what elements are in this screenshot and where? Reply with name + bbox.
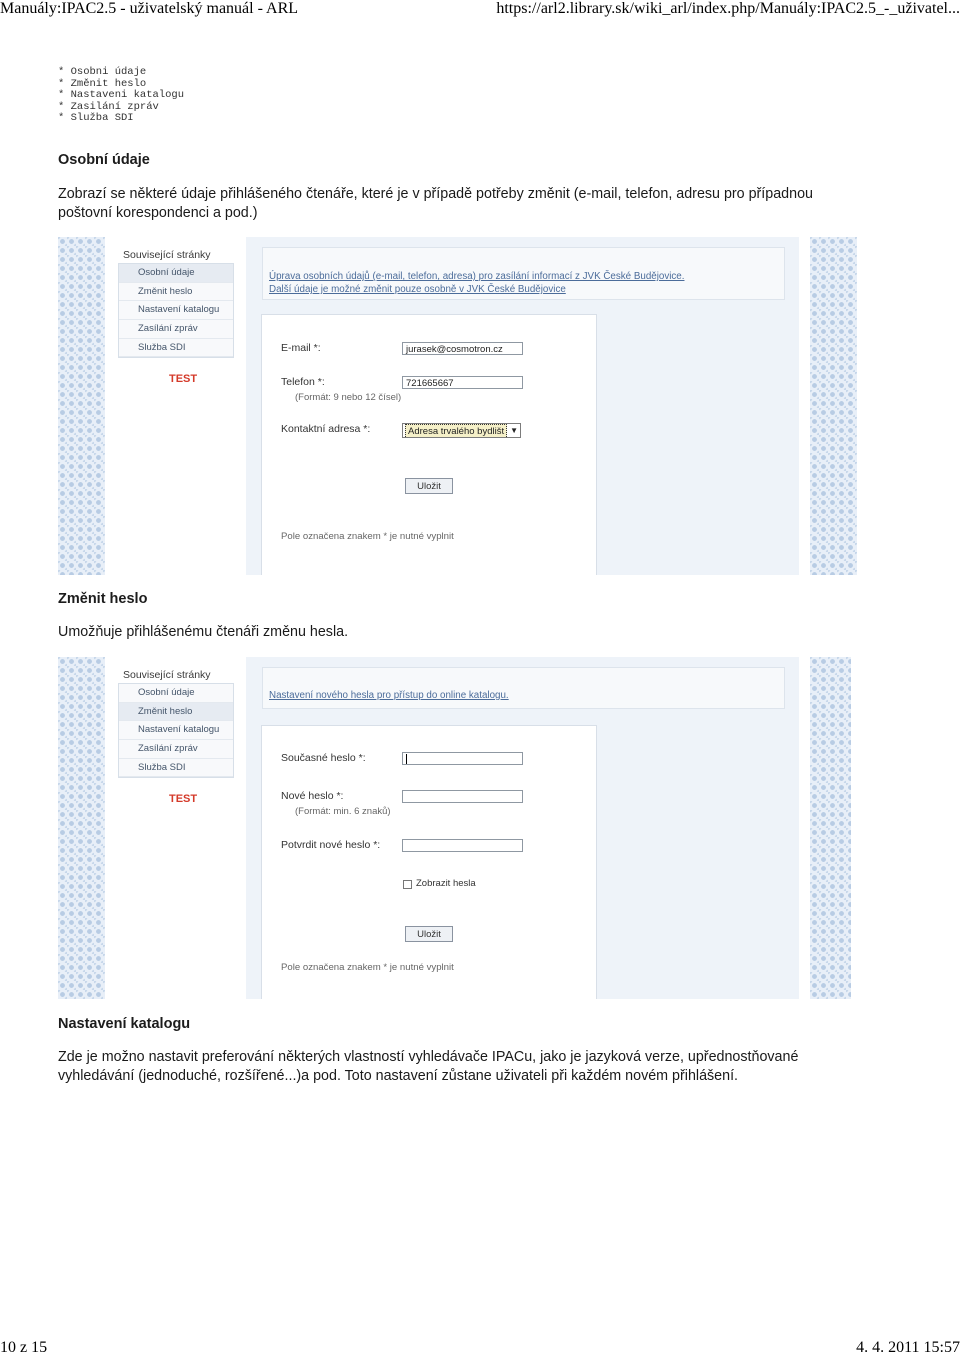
sidebar-title: Související stránky xyxy=(123,249,211,261)
sidebar-item-zpravy[interactable]: Zasílání zpráv xyxy=(119,740,233,759)
print-header-url: https://arl2.library.sk/wiki_arl/index.php/Manuály:IPAC2.5_-_uživatel... xyxy=(496,0,960,17)
save-button[interactable]: Uložit xyxy=(405,478,453,494)
content-area xyxy=(246,657,799,999)
sidebar-item-osobni[interactable]: Osobní údaje xyxy=(119,684,233,703)
password-form xyxy=(261,725,597,999)
sidebar-nav xyxy=(118,263,234,358)
required-note: Pole označena znakem * je nutné vyplnit xyxy=(281,962,454,973)
text-cursor xyxy=(406,754,407,764)
current-password-label: Současné heslo *: xyxy=(281,752,366,764)
address-select[interactable] xyxy=(402,423,521,438)
section-text-heslo: Umožňuje přihlášenému čtenáři změnu hesla. xyxy=(58,624,349,640)
table-of-contents xyxy=(58,67,184,125)
section-text-katalog-2: vyhledávání (jednoduché, rozšířené...)a pod. Toto nastavení zůstane uživateli při každém novém přihlášení. xyxy=(58,1068,739,1084)
screenshot-personal-data xyxy=(58,237,857,575)
required-note: Pole označena znakem * je nutné vyplnit xyxy=(281,531,454,542)
address-label: Kontaktní adresa *: xyxy=(281,423,371,435)
decorative-pattern-right xyxy=(810,237,857,575)
toc-item[interactable]: * Osobni údaje xyxy=(58,66,147,78)
section-title-osobni: Osobní údaje xyxy=(58,152,150,168)
decorative-pattern-left xyxy=(58,657,105,999)
test-label: TEST xyxy=(169,373,198,385)
current-password-field[interactable] xyxy=(402,752,523,765)
info-box xyxy=(262,667,785,709)
sidebar-title: Související stránky xyxy=(123,669,211,681)
phone-format-hint: (Formát: 9 nebo 12 čísel) xyxy=(295,392,402,403)
sidebar-item-osobni[interactable]: Osobní údaje xyxy=(119,264,233,283)
new-password-field[interactable] xyxy=(402,790,523,803)
address-select-value: Adresa trvalého bydlišt xyxy=(405,424,507,438)
sidebar-item-katalog[interactable]: Nastavení katalogu xyxy=(119,301,233,320)
show-passwords-label: Zobrazit hesla xyxy=(416,878,476,889)
sidebar-item-sdi[interactable]: Služba SDI xyxy=(119,339,233,358)
new-password-hint: (Formát: min. 6 znaků) xyxy=(295,806,391,817)
print-header-title: Manuály:IPAC2.5 - uživatelský manuál - ARL xyxy=(0,0,299,17)
sidebar-nav xyxy=(118,683,234,778)
email-label: E-mail *: xyxy=(281,342,321,354)
section-title-katalog: Nastavení katalogu xyxy=(58,1016,191,1032)
toc-item[interactable]: * Změnit heslo xyxy=(58,77,147,90)
confirm-password-label: Potvrdit nové heslo *: xyxy=(281,839,381,851)
new-password-label: Nové heslo *: xyxy=(281,790,344,802)
section-text-katalog-1: Zde je možno nastavit preferování některých vlastností vyhledávače IPACu, jako je jazyková verze, upřednostňované xyxy=(58,1049,799,1065)
decorative-pattern-right xyxy=(810,657,851,999)
personal-data-form xyxy=(261,314,597,575)
save-button[interactable]: Uložit xyxy=(405,926,453,942)
section-text-osobni-2: poštovní korespondenci a pod.) xyxy=(58,205,258,221)
toc-item[interactable]: * Nastaveni katalogu xyxy=(58,89,185,102)
sidebar-item-sdi[interactable]: Služba SDI xyxy=(119,759,233,778)
toc-item[interactable]: * Služba SDI xyxy=(58,112,134,125)
screenshot-change-password xyxy=(58,657,851,999)
test-label: TEST xyxy=(169,793,198,805)
toc-item[interactable]: * Zasilání zpráv xyxy=(58,100,159,113)
print-date: 4. 4. 2011 15:57 xyxy=(856,1339,960,1356)
sidebar-item-heslo[interactable]: Změnit heslo xyxy=(119,703,233,722)
email-field[interactable]: jurasek@cosmotron.cz xyxy=(402,342,523,355)
info-line-1: Úprava osobních údajů (e-mail, telefon, adresa) pro zasílání informací z JVK České Budějovice. xyxy=(269,271,685,282)
info-line-1: Nastavení nového hesla pro přístup do online katalogu. xyxy=(269,690,509,701)
info-line-2: Další údaje je možné změnit pouze osobně v JVK České Budějovice xyxy=(269,284,566,295)
sidebar-item-katalog[interactable]: Nastavení katalogu xyxy=(119,721,233,740)
chevron-down-icon: ▼ xyxy=(510,426,518,435)
section-text-osobni-1: Zobrazí se některé údaje přihlášeného čtenáře, které je v případě potřeby změnit (e-mail, telefon, adresu pro případnou xyxy=(58,186,813,202)
section-title-heslo: Změnit heslo xyxy=(58,591,148,607)
sidebar-item-heslo[interactable]: Změnit heslo xyxy=(119,283,233,302)
decorative-pattern-left xyxy=(58,237,105,575)
phone-label: Telefon *: xyxy=(281,376,325,388)
page-number: 10 z 15 xyxy=(0,1339,48,1356)
confirm-password-field[interactable] xyxy=(402,839,523,852)
sidebar-item-zpravy[interactable]: Zasílání zpráv xyxy=(119,320,233,339)
phone-field[interactable]: 721665667 xyxy=(402,376,523,389)
content-area xyxy=(246,237,799,575)
show-passwords-checkbox[interactable] xyxy=(403,880,412,889)
info-box xyxy=(262,247,785,300)
